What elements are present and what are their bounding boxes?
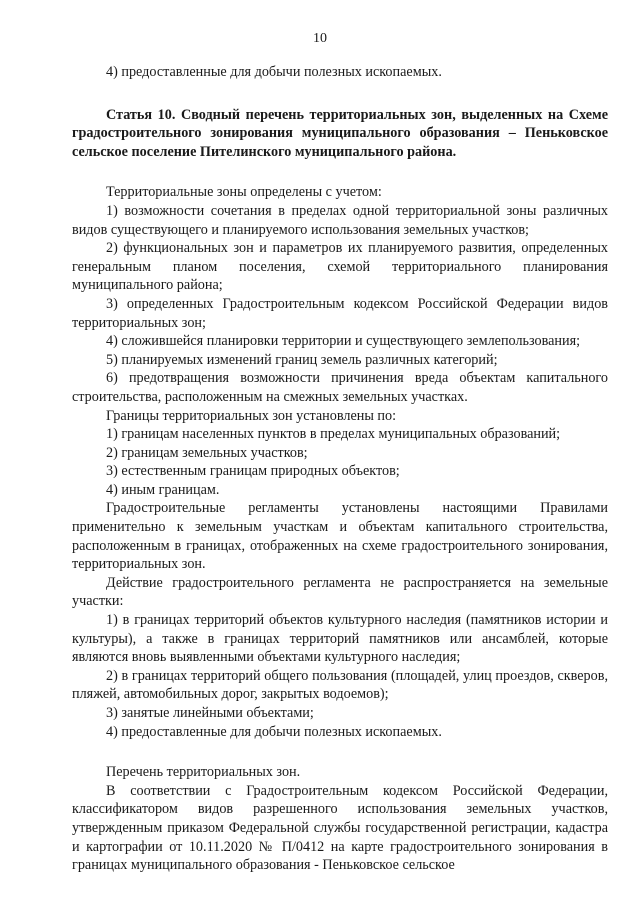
zones-criterion: 1) возможности сочетания в пределах одной территориальной зоны различных видов существующего и планируемого использования земельных участков;	[72, 202, 608, 238]
borders-item: 3) естественным границам природных объектов;	[106, 463, 400, 480]
zones-criterion: 6) предотвращения возможности причинения вреда объектам капитального строительства, расположенным на смежных земельных участках.	[72, 370, 608, 405]
zones-criterion: 2) функциональных зон и параметров их планируемого развития, определенных генеральным планом поселения, схемой территориального планирования муниципального района;	[72, 240, 608, 294]
borders-intro: Границы территориальных зон установлены по:	[106, 407, 397, 424]
document-body	[72, 63, 608, 875]
exemption-item: 2) в границах территорий общего пользования (площадей, улиц проездов, скверов, пляжей, автомобильных дорог, закрытых водоемов);	[72, 667, 608, 703]
regulations-paragraph: Градостроительные регламенты установлены настоящими Правилами применительно к земельным участкам и объектам капитального строительства, расположенным в границах, отображенных на схеме градостроительного зонирования, территориальных зон.	[72, 500, 608, 573]
final-paragraph: В соответствии с Градостроительным кодексом Российской Федерации, классификатором видов разрешенного использования земельных участков, утвержденным приказом Федеральной службы государственной регистрации, кадастра и картографии от 10.11.2020 № П/0412 на карте градостроительного зонирования в границах муниципального образования - Пеньковское сельское	[72, 782, 608, 874]
zones-list-title: Перечень территориальных зон.	[106, 764, 301, 781]
zones-intro: Территориальные зоны определены с учетом:	[106, 184, 382, 201]
exemption-item: 4) предоставленные для добычи полезных ископаемых.	[106, 723, 442, 740]
zones-criterion: 4) сложившейся планировки территории и существующего землепользования;	[106, 333, 581, 350]
page-number: 10	[313, 31, 327, 46]
article-heading: Статья 10. Сводный перечень территориальных зон, выделенных на Схеме градостроительного зонирования муниципального образования – Пеньковское сельское поселение Пителинского муниципального района.	[72, 106, 608, 160]
zones-criterion: 3) определенных Градостроительным кодексом Российской Федерации видов территориальных зон;	[72, 295, 608, 331]
borders-item: 1) границам населенных пунктов в пределах муниципальных образований;	[106, 426, 561, 443]
borders-item: 2) границам земельных участков;	[106, 444, 308, 461]
exemption-item: 1) в границах территорий объектов культурного наследия (памятников истории и культуры), а также в границах территорий памятников или ансамблей, которые являются вновь выявленными объектами культурного наследия;	[72, 612, 608, 666]
zones-criterion: 5) планируемых изменений границ земель различных категорий;	[106, 351, 498, 368]
exemption-item: 3) занятые линейными объектами;	[106, 705, 314, 721]
top-list-item: 4) предоставленные для добычи полезных ископаемых.	[106, 64, 442, 80]
exemption-intro: Действие градостроительного регламента не распространяется на земельные участки:	[72, 574, 608, 610]
borders-item: 4) иным границам.	[106, 481, 220, 498]
